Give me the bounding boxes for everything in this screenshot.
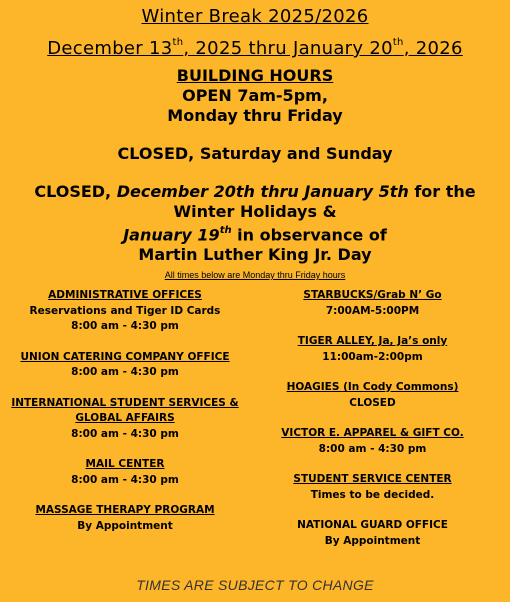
office-entry: [245, 288, 500, 319]
closed-holidays: [0, 182, 510, 265]
closed-line4: Martin Luther King Jr. Day: [138, 245, 372, 265]
closed-prefix: CLOSED,: [34, 182, 117, 201]
office-detail: CLOSED: [349, 396, 396, 409]
office-entry: [245, 426, 500, 457]
notice-title: Winter Break 2025/2026: [141, 6, 369, 27]
right-column: [245, 288, 500, 564]
office-detail: 8:00 am - 4:30 pm: [71, 320, 179, 332]
mlk-suffix: th: [219, 225, 232, 236]
office-name: UNION CATERING COMPANY OFFICE: [20, 350, 230, 363]
office-name: ADMINISTRATIVE OFFICES: [48, 289, 202, 301]
building-hours-title: BUILDING HOURS: [176, 66, 334, 85]
office-detail: 8:00 am - 4:30 pm: [71, 366, 179, 378]
start-year: , 2025 thru January 20: [183, 38, 393, 59]
closed-weekend: CLOSED, Saturday and Sunday: [117, 144, 393, 163]
building-hours: [0, 66, 510, 126]
office-entry: [245, 472, 500, 503]
office-name: NATIONAL GUARD OFFICE: [297, 519, 448, 531]
office-entry: [0, 396, 250, 443]
building-hours-days: Monday thru Friday: [167, 106, 343, 125]
left-column: [0, 288, 250, 549]
office-entry: [0, 503, 250, 534]
office-name: MASSAGE THERAPY PROGRAM: [35, 504, 215, 516]
office-detail: By Appointment: [324, 534, 421, 547]
office-detail: 7:00AM-5:00PM: [325, 304, 420, 317]
office-detail: By Appointment: [77, 519, 173, 532]
office-detail: 8:00 am - 4:30 pm: [71, 473, 179, 486]
closed-suffix: for the: [408, 182, 476, 201]
break-dates: [0, 32, 510, 62]
office-detail: Times to be decided.: [310, 488, 435, 501]
office-detail: 11:00am-2:00pm: [322, 350, 423, 363]
office-name: INTERNATIONAL STUDENT SERVICES &: [11, 396, 239, 409]
office-entry: [0, 350, 250, 381]
mlk-date: January 19: [123, 225, 220, 245]
office-name: HOAGIES (In Cody Commons): [286, 381, 459, 393]
office-name: STUDENT SERVICE CENTER: [293, 473, 452, 485]
closed-dates: December 20th thru January 5th: [116, 182, 409, 201]
office-name: TIGER ALLEY, Ja, Ja’s only: [297, 335, 448, 347]
office-detail: 8:00 am - 4:30 pm: [318, 442, 427, 455]
office-entry: [245, 380, 500, 411]
office-name-cont: GLOBAL AFFAIRS: [75, 412, 175, 424]
office-name: STARBUCKS/Grab N’ Go: [303, 289, 442, 301]
office-name: MAIL CENTER: [85, 458, 165, 470]
start-suffix: th: [172, 37, 184, 48]
office-entry: [0, 288, 250, 335]
office-entry: [245, 334, 500, 365]
start-month: December 13: [47, 38, 173, 59]
office-name: VICTOR E. APPAREL & GIFT CO.: [281, 427, 464, 439]
end-suffix: th: [392, 37, 404, 48]
closed-line2: Winter Holidays &: [173, 202, 337, 221]
office-detail: 8:00 am - 4:30 pm: [71, 427, 179, 440]
building-hours-open: OPEN 7am-5pm,: [182, 86, 328, 105]
mlk-rest: in observance of: [231, 225, 387, 245]
office-detail: Reservations and Tiger ID Cards: [29, 304, 221, 317]
hours-note: All times below are Monday thru Friday hours: [164, 270, 346, 280]
office-entry: [0, 457, 250, 488]
office-entry: [245, 518, 500, 549]
end-year: , 2026: [403, 38, 463, 59]
footer-note: TIMES ARE SUBJECT TO CHANGE: [136, 577, 374, 593]
